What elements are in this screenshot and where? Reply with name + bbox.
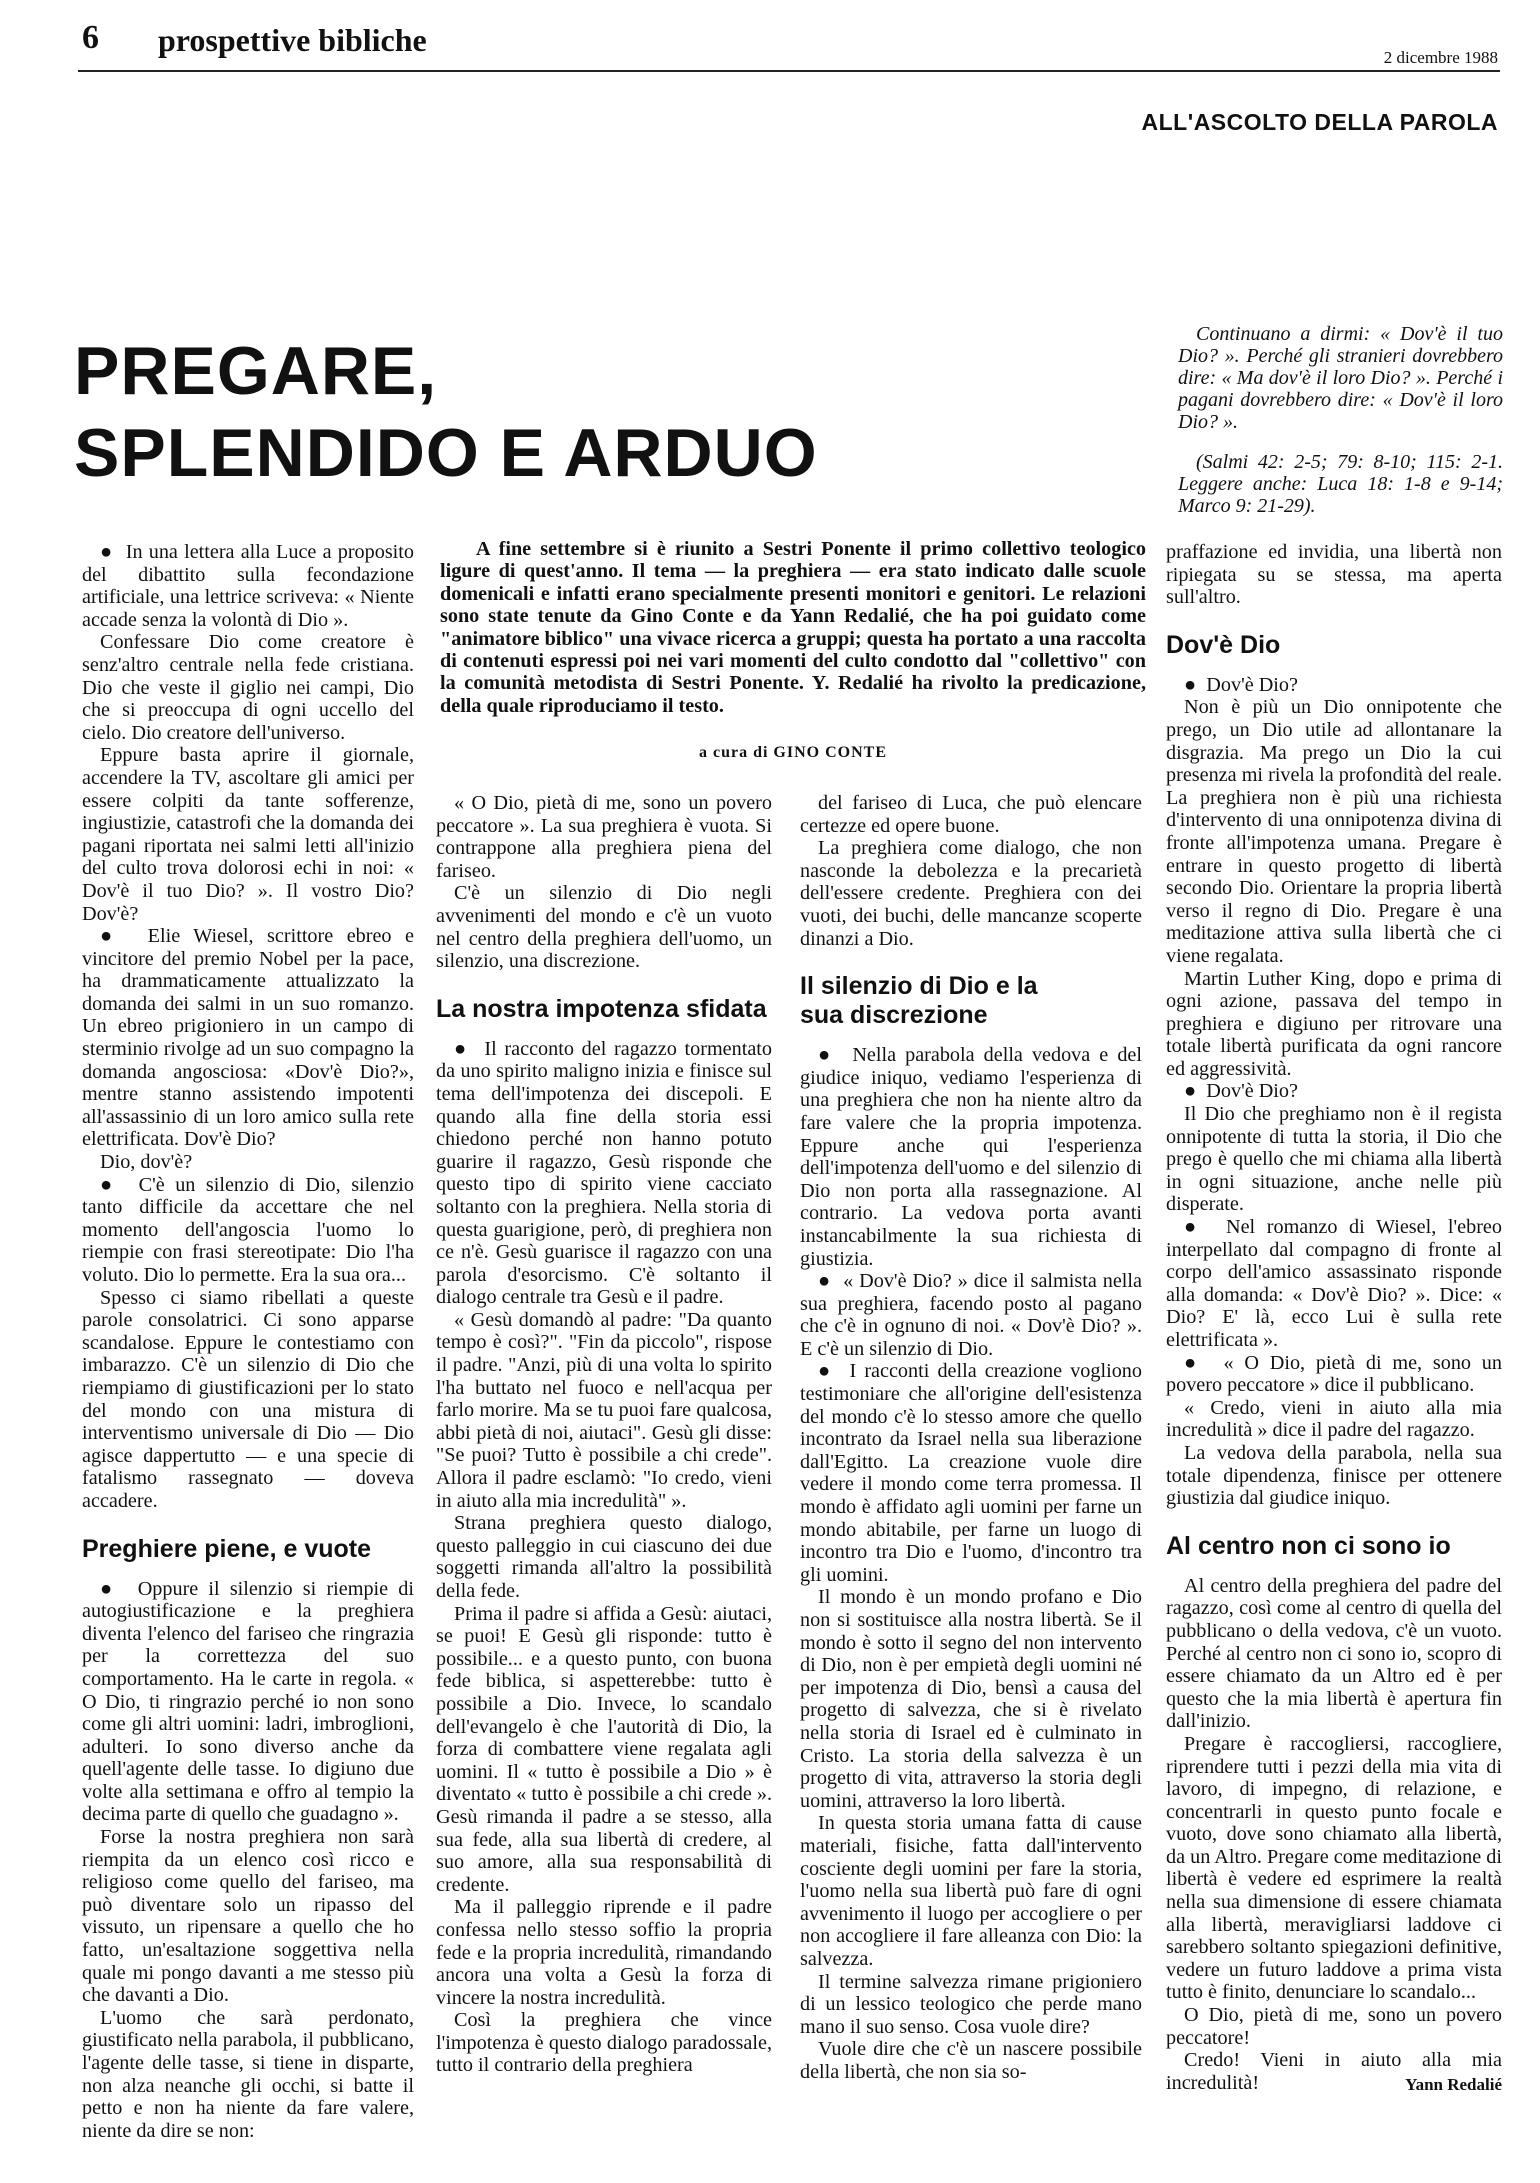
paragraph: Prima il padre si affida a Gesù: aiutaci, se puoi! E Gesù gli risponde: tutto è possibile... e a questo punto, con buona fede biblica, si aspetterebbe: tutto è possibile a Dio. Invece, lo scandalo dell'evangelo è che l'autorità di Dio, la forza di combattere viene regalata agli uomini. Il « tutto è possibile a Dio » è diventato « tutto è possibile a chi crede ». Gesù rimanda il padre a se stesso, alla sua fede, alla sua libertà di credere, al suo amore, alla sua responsabilità di credente. [436, 1602, 772, 1896]
paragraph: Il mondo è un mondo profano e Dio non si sostituisce alla nostra libertà. Se il mondo è sotto il segno del non intervento di Dio, non è per empietà degli uomini né per impotenza di Dio, bensì a causa del progetto di salvezza, che si è rivelato nella storia di Israel ed è culminato in Cristo. La storia della salvezza è un progetto di vita, attraverso la storia degli uomini, attraverso la loro libertà. [800, 1586, 1142, 1812]
intro-text: A fine settembre si è riunito a Sestri Ponente il primo collettivo teologico ligure di quest'anno. Il tema — la preghiera — era stato indicato dalle scuole domenicali e infatti erano specialmente presenti monitori e genitori. Le relazioni sono state tenute da Gino Conte e da Yann Redalié, che ha poi guidato come "animatore biblico" una vivace ricerca a gruppi; questa ha portato a una raccolta di contenuti espressi poi nei vari momenti del culto condotto dal "collettivo" con la comunità metodista di Sestri Ponente. Y. Redalié ha rivolto la predicazione, della quale riproduciamo il testo. [440, 538, 1146, 717]
column-3 [800, 792, 1142, 2083]
paragraph: Il termine salvezza rimane prigioniero di un lessico teologico che perde mano mano il suo senso. Cosa vuole dire? [800, 1970, 1142, 2038]
paragraph: « Gesù domandò al padre: "Da quanto tempo è così?". "Fin da piccolo", rispose il padre. "Anzi, più di una volta lo spirito l'ha buttato nel fuoco e nell'acqua per farlo morire. Ma se tu puoi fare qualcosa, abbi pietà di noi, aiutaci". Gesù gli disse: "Se puoi? Tutto è possibile a chi crede". Allora il padre esclamò: "Io credo, vieni in aiuto alla mia incredulità" ». [436, 1308, 772, 1512]
author-signature: Yann Redalié [1405, 2075, 1502, 2095]
issue-date: 2 dicembre 1988 [1383, 48, 1498, 67]
subheading: Dov'è Dio [1166, 630, 1281, 659]
paragraph: Credo! Vieni in aiuto alla mia incredulità! [1166, 2049, 1502, 2094]
paragraph: ● C'è un silenzio di Dio, silenzio tanto difficile da accettare che nel momento dell'angoscia l'uomo lo riempie con frasi stereotipate: Dio l'ha voluto. Dio lo permette. Era la sua ora... [82, 1174, 414, 1287]
column-2 [436, 792, 772, 2077]
paragraph: Pregare è raccogliersi, raccogliere, riprendere tutti i pezzi della mia vita di lavoro, di impegno, di relazione, e concentrarli in questo punto focale e vuoto, dove sono chiamato alla libertà, da un Altro. Pregare come meditazione di libertà è vedere ed esprimere la realtà nella sua dimensione di essere chiamata alla libertà, meravigliarsi laddove ci sarebbero soltanto spiegazioni definitive, vedere un futuro laddove a prima vista tutto è finito, denunciare lo scandalo... [1166, 1732, 1502, 2004]
paragraph: del fariseo di Luca, che può elencare certezze ed opere buone. [800, 792, 1142, 837]
paragraph: ● In una lettera alla Luce a proposito del dibattito sulla fecondazione artificiale, una lettrice scriveva: « Niente accade senza la volontà di Dio ». [82, 541, 414, 631]
epigraph [1178, 323, 1503, 517]
column-4 [1166, 541, 1502, 2097]
paragraph: ● Nel romanzo di Wiesel, l'ebreo interpellato dal compagno di fronte al corpo dell'amico assassinato risponde alla domanda: « Dov'è Dio? ». Dice: « Dio? E' là, ecco Lui è sulla rete elettrificata ». [1166, 1216, 1502, 1352]
paragraph: Così la preghiera che vince l'impotenza è questo dialogo paradossale, tutto il contrario della preghiera [436, 2009, 772, 2077]
subheading: Al centro non ci sono io [1166, 1531, 1451, 1560]
paragraph: L'uomo che sarà perdonato, giustificato nella parabola, il pubblicano, l'agente delle tasse, si tiene in disparte, non alza neanche gli occhi, si batte il petto e non ha niente da fare valere, niente da dire se non: [82, 2006, 414, 2142]
paragraph: ● Oppure il silenzio si riempie di autogiustificazione e la preghiera diventa l'elenco del fariseo che ringrazia per la correttezza del suo comportamento. Ha le carte in regola. « O Dio, ti ringrazio perché io non sono come gli altri uomini: ladri, imbroglioni, adulteri. Io sono diverso anche da quell'agente delle tasse. Io digiuno due volte alla settimana e offro al tempio la decima parte di quello che guadagno ». [82, 1578, 414, 1827]
publication-name: prospettive bibliche [158, 22, 427, 58]
paragraph: ● Dov'è Dio? [1166, 674, 1502, 697]
curator-credit: a cura di GINO CONTE [698, 744, 887, 761]
paragraph: « Credo, vieni in aiuto alla mia incredulità » dice il padre del ragazzo. [1166, 1396, 1502, 1442]
subheading: Preghiere piene, e vuote [82, 1534, 371, 1563]
page-number: 6 [82, 19, 99, 56]
paragraph: Non è più un Dio onnipotente che prego, un Dio utile ad allontanare la disgrazia. Ma prego un Dio la cui presenza mi rivela la profondità del reale. La preghiera non è più una richiesta d'intervento di una onnipotenza divina di fronte all'impotenza umana. Pregare è entrare in questo progetto di libertà secondo Dio. Orientare la propria libertà verso il regno di Dio. Pregare è una meditazione attiva sulla libertà che ci viene regalata. [1166, 696, 1502, 967]
title-line-2: SPLENDIDO E ARDUO [74, 415, 818, 491]
paragraph: ● Il racconto del ragazzo tormentato da uno spirito maligno inizia e finisce sul tema dell'impotenza dei discepoli. E quando alla fine della storia essi chiedono perché non hanno potuto guarire il ragazzo, Gesù risponde che questo tipo di spirito viene cacciato soltanto con la preghiera. Nella storia di questa guarigione, però, di preghiera non ce n'è. Gesù guarisce il ragazzo con una parola d'esorcismo. C'è soltanto il dialogo centrale tra Gesù e il padre. [436, 1038, 772, 1309]
section-title: ALL'ASCOLTO DELLA PAROLA [1141, 109, 1498, 135]
paragraph: O Dio, pietà di me, sono un povero peccatore! [1166, 2004, 1502, 2049]
paragraph: Forse la nostra preghiera non sarà riempita da un elenco così ricco e religioso come quello del fariseo, ma può diventare solo un ripasso del vissuto, un ripensare a quello che ho fatto, un'esaltazione soggettiva nella quale mi pongo davanti a me stesso più che davanti a Dio. [82, 1826, 414, 2007]
paragraph: ● Nella parabola della vedova e del giudice iniquo, vediamo l'esperienza di una preghiera che non ha niente altro da fare valere che la propria impotenza. Eppure anche qui l'esperienza dell'impotenza dell'uomo e del silenzio di Dio non porta alla rassegnazione. Al contrario. La vedova porta avanti instancabilmente la sua richiesta di giustizia. [800, 1044, 1142, 1270]
paragraph: « O Dio, pietà di me, sono un povero peccatore ». La sua preghiera è vuota. Si contrappone alla preghiera piena del fariseo. [436, 792, 772, 882]
paragraph: ● « O Dio, pietà di me, sono un povero peccatore » dice il pubblicano. [1166, 1352, 1502, 1397]
paragraph: In questa storia umana fatta di cause materiali, fisiche, fatta dall'intervento cosciente degli uomini per fare la storia, l'uomo nella sua libertà può fare di ogni avvenimento il luogo per accogliere o per non accogliere il fare alleanza con Dio: la salvezza. [800, 1812, 1142, 1970]
column-1 [82, 541, 414, 2142]
epigraph-text: Continuano a dirmi: « Dov'è il tuo Dio? ». Perché gli stranieri dovrebbero dire: « Ma dov'è il loro Dio? ». Perché i pagani dovrebbero dire: « Dov'è il loro Dio? ». [1178, 323, 1503, 433]
paragraph: La preghiera come dialogo, che non nasconde la debolezza e la precarietà dell'essere credente. Preghiera con dei vuoti, dei buchi, delle mancanze scoperte dinanzi a Dio. [800, 837, 1142, 950]
paragraph: ● Dov'è Dio? [1166, 1080, 1502, 1103]
paragraph: Ma il palleggio riprende e il padre confessa nello stesso soffio la propria fede e la propria incredulità, rimandando ancora una volta a Gesù la forza di vincere la nostra incredulità. [436, 1896, 772, 2009]
paragraph: Martin Luther King, dopo e prima di ogni azione, passava del tempo in preghiera e digiuno per ritrovare una totale libertà purificata da ogni rancore ed aggressività. [1166, 967, 1502, 1080]
paragraph: praffazione ed invidia, una libertà non ripiegata su se stessa, ma aperta sull'altro. [1166, 541, 1502, 609]
paragraph: Il Dio che preghiamo non è il regista onnipotente di tutta la storia, il Dio che prego è quello che mi chiama alla libertà in ogni situazione, anche nelle più disperate. [1166, 1103, 1502, 1216]
paragraph: Confessare Dio come creatore è senz'altro centrale nella fede cristiana. Dio che veste il giglio nei campi, Dio che si preoccupa di ogni uccello del cielo. Dio creatore dell'universo. [82, 631, 414, 744]
article-intro [440, 538, 1146, 717]
paragraph: Spesso ci siamo ribellati a queste parole consolatrici. Ci sono apparse scandalose. Eppure le contestiamo con imbarazzo. C'è un silenzio di Dio che riempiamo di giustificazioni per lo stato del mondo con una mistura di interventismo universale di Dio — Dio agisce dappertutto — e una specie di fatalismo rassegnato — doveva accadere. [82, 1286, 414, 1512]
subheading: Il silenzio di Dio e la sua discrezione [800, 972, 1038, 1030]
paragraph: Eppure basta aprire il giornale, accendere la TV, ascoltare gli amici per essere colpiti da tante sofferenze, ingiustizie, catastrofi che la domanda dei pagani riportata nei salmi letti all'inizio del culto trova dolorosi echi in noi: « Dov'è il tuo Dio? ». Il vostro Dio? Dov'è? [82, 744, 414, 925]
paragraph: Dio, dov'è? [100, 1151, 193, 1174]
paragraph: ● I racconti della creazione vogliono testimoniare che all'origine dell'esistenza del mondo c'è lo stesso amore che quello incontrato da Israel nella sua liberazione dall'Egitto. La creazione vuole dire vedere il mondo come terra promessa. Il mondo è affidato agli uomini per farne un mondo abitabile, per farne un luogo di incontro tra Dio e l'uomo, d'incontro tra gli uomini. [800, 1360, 1142, 1586]
paragraph: Vuole dire che c'è un nascere possibile della libertà, che non sia so- [800, 2038, 1142, 2083]
paragraph: La vedova della parabola, nella sua totale dipendenza, finisce per ottenere giustizia dal giudice iniquo. [1166, 1441, 1502, 1510]
paragraph: ● Elie Wiesel, scrittore ebreo e vincitore del premio Nobel per la pace, ha drammaticamente attualizzato la domanda dei salmi in un suo romanzo. Un ebreo prigioniero in un campo di sterminio rivolge ad un suo compagno la domanda angosciosa: «Dov'è Dio?», mentre stanno assistendo impotenti all'assassinio di un loro amico sulla rete elettrificata. Dov'è Dio? [82, 925, 414, 1151]
header-rule [78, 70, 1500, 72]
title-line-1: PREGARE, [74, 333, 438, 409]
paragraph: Al centro della preghiera del padre del ragazzo, così come al centro di quella del pubblicano o della vedova, c'è un vuoto. Perché al centro non ci sono io, scopro di essere chiamato da un Altro ed è per questo che la mia libertà è apertura fin dall'inizio. [1166, 1574, 1502, 1733]
article-title [74, 330, 934, 494]
paragraph: ● « Dov'è Dio? » dice il salmista nella sua preghiera, facendo posto al pagano che c'è in ognuno di noi. « Dov'è Dio? ». E c'è un silenzio di Dio. [800, 1270, 1142, 1360]
paragraph: C'è un silenzio di Dio negli avvenimenti del mondo e c'è un vuoto nel centro della preghiera dell'uomo, un silenzio, una discrezione. [436, 882, 772, 973]
subheading: La nostra impotenza sfidata [436, 994, 767, 1023]
paragraph: Strana preghiera questo dialogo, questo palleggio in cui ciascuno dei due soggetti rimanda all'altro la possibilità della fede. [436, 1512, 772, 1602]
epigraph-reference: (Salmi 42: 2-5; 79: 8-10; 115: 2-1. Leggere anche: Luca 18: 1-8 e 9-14; Marco 9: 21-29). [1178, 451, 1503, 517]
